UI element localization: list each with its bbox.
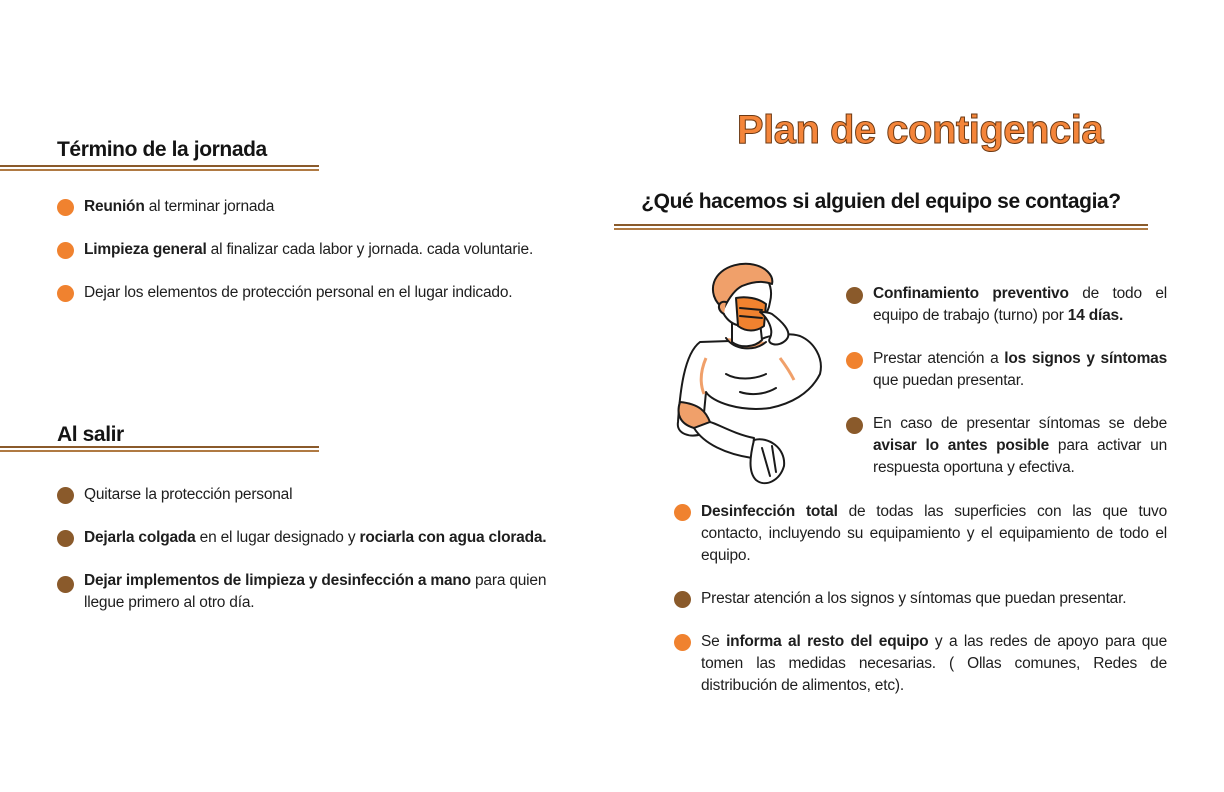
bullet-dot [57,199,74,216]
list-item: Dejar implementos de limpieza y desinfección a mano para quien llegue primero al otro día. [57,570,557,614]
list-item: Quitarse la protección personal [57,484,557,506]
bullet-dot [846,417,863,434]
section-subtitle: ¿Qué hacemos si alguien del equipo se contagia? [641,190,1121,213]
salir-list [57,484,557,614]
section-title-termino: Término de la jornada [57,138,267,161]
bullet-dot [674,591,691,608]
list-item: Desinfección total de todas las superficies con las que tuvo contacto, incluyendo su equipamiento y el equipamiento de todo el equipo. [674,501,1167,567]
masked-person-coughing-illustration [670,262,830,494]
list-item: En caso de presentar síntomas se debe avisar lo antes posible para activar un respuesta oportuna y efectiva. [846,413,1167,479]
bullet-dot [57,285,74,302]
list-item: Limpieza general al finalizar cada labor y jornada. cada voluntarie. [57,239,577,261]
list-item: Reunión al terminar jornada [57,196,577,218]
section-rule [614,224,1148,230]
list-item: Dejarla colgada en el lugar designado y rociarla con agua clorada. [57,527,557,549]
contingencia-top-list [846,283,1167,479]
termino-list [57,196,577,304]
bullet-dot [674,504,691,521]
list-item: Prestar atención a los signos y síntomas que puedan presentar. [846,348,1167,392]
contingencia-bottom-list [674,501,1167,697]
list-item: Prestar atención a los signos y síntomas que puedan presentar. [674,588,1167,610]
list-item: Confinamiento preventivo de todo el equipo de trabajo (turno) por 14 días. [846,283,1167,327]
section-title-al-salir: Al salir [57,423,124,446]
bullet-dot [57,242,74,259]
bullet-dot [57,487,74,504]
bullet-dot [846,287,863,304]
list-item: Se informa al resto del equipo y a las redes de apoyo para que tomen las medidas necesarias. ( Ollas comunes, Redes de distribución de alimentos, etc). [674,631,1167,697]
section-rule [0,446,319,452]
section-rule [0,165,319,171]
list-item: Dejar los elementos de protección personal en el lugar indicado. [57,282,577,304]
bullet-dot [57,576,74,593]
page-title: Plan de contigencia [736,108,1104,152]
bullet-dot [57,530,74,547]
bullet-dot [674,634,691,651]
bullet-dot [846,352,863,369]
